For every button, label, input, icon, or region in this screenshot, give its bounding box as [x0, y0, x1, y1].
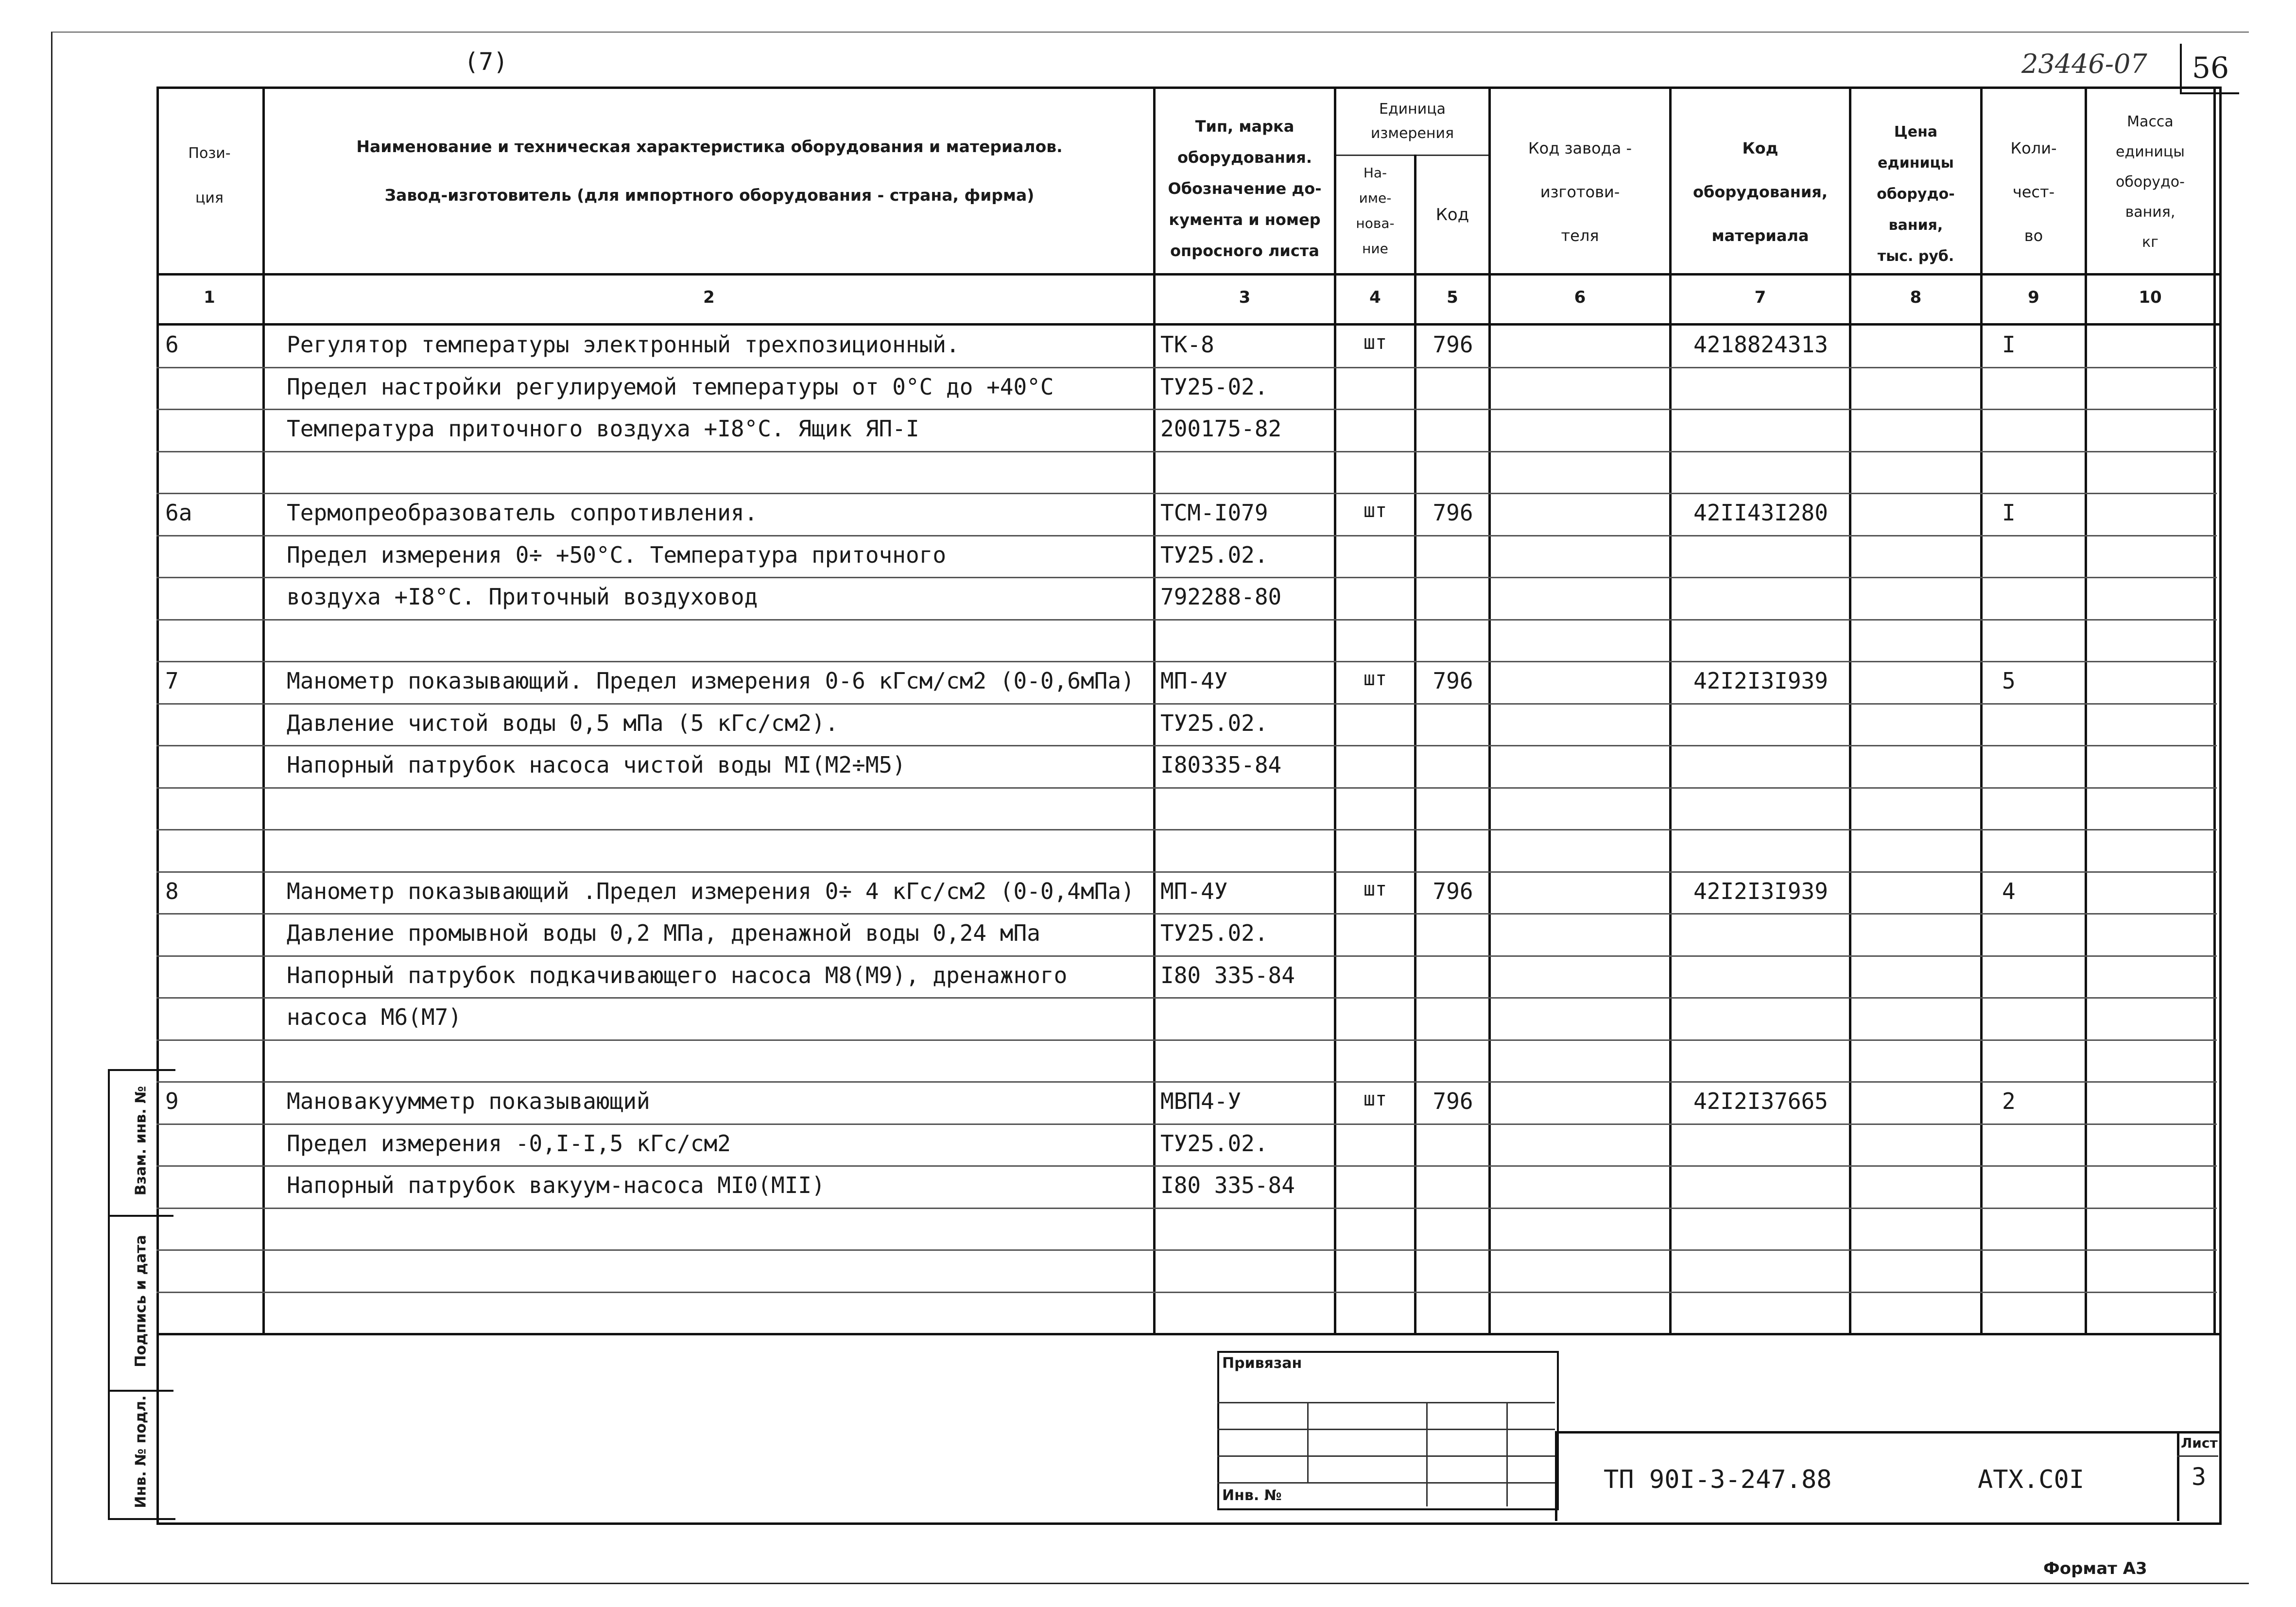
row-9-type: ТУ25.02.	[1160, 710, 1268, 736]
row-20-type: I80 335-84	[1160, 1172, 1295, 1198]
row-4-code: 796	[1433, 500, 1473, 526]
col-num-7: 7	[1754, 288, 1766, 307]
row-line	[156, 661, 2217, 662]
row-14-type: ТУ25.02.	[1160, 920, 1268, 946]
row-15-type: I80 335-84	[1160, 962, 1295, 988]
row-8-code: 796	[1433, 668, 1473, 694]
side-label-podpis: Подпись и дата	[132, 1235, 150, 1367]
side-label-inv-podl: Инв. № подл.	[132, 1395, 150, 1508]
row-line	[156, 535, 2217, 536]
header-position: Пози- ция	[188, 145, 231, 207]
row-20-name: Напорный патрубок вакуум-насоса МI0(МII)	[287, 1172, 825, 1198]
header-plant-code: Код завода - изготови- теля	[1528, 139, 1632, 245]
row-13-type: МП-4У	[1160, 878, 1228, 904]
row-0-code: 796	[1433, 331, 1473, 358]
row-line	[156, 1292, 2217, 1293]
row-line	[156, 577, 2217, 578]
list-number: 3	[2191, 1463, 2207, 1491]
row-line	[156, 451, 2217, 452]
row-line	[156, 913, 2217, 915]
row-line	[156, 1123, 2217, 1125]
row-10-name: Напорный патрубок насоса чистой воды МI(М2÷М5)	[287, 752, 906, 778]
row-18-code: 796	[1433, 1088, 1473, 1114]
row-6-name: воздуха +I8°С. Приточный воздуховод	[287, 584, 758, 610]
row-4-unit: шт	[1363, 500, 1387, 522]
row-0-qty: I	[2002, 331, 2016, 358]
privyazan-label: Привязан	[1222, 1355, 1302, 1372]
header-price: Цена единицы оборудо- вания, тыс. руб.	[1877, 123, 1955, 265]
row-0-equip-code: 4218824313	[1693, 331, 1828, 358]
row-8-unit: шт	[1363, 668, 1387, 690]
col-line-9	[2085, 86, 2087, 1333]
row-8-type: МП-4У	[1160, 668, 1228, 694]
row-line	[156, 1208, 2217, 1209]
row-1-name: Предел настройки регулируемой температуры от 0°С до +40°С	[287, 374, 1054, 400]
col-line-1	[262, 86, 265, 1333]
unit-group-line	[1334, 155, 1488, 156]
col-num-6: 6	[1574, 288, 1586, 307]
row-4-pos: 6а	[165, 500, 192, 526]
col-num-3: 3	[1239, 288, 1251, 307]
row-13-name: Манометр показывающий .Предел измерения 0÷ 4 кГс/см2 (0-0,4мПа)	[287, 878, 1135, 904]
header-unit-name: На- име- нова- ние	[1356, 165, 1395, 257]
row-13-qty: 4	[2002, 878, 2016, 904]
header-quantity: Коли- чест- во	[2010, 139, 2057, 245]
row-line	[156, 619, 2217, 621]
header-name-line1: Наименование и техническая характеристика оборудования и материалов.	[356, 137, 1063, 156]
row-8-qty: 5	[2002, 668, 2016, 694]
col-num-9: 9	[2028, 288, 2039, 307]
document-code: АТХ.С0I	[1978, 1465, 2085, 1494]
privyazan-vline-3	[1506, 1402, 1508, 1506]
header-unit-group: Единица измерения	[1370, 101, 1454, 142]
row-2-type: 200175-82	[1160, 415, 1282, 442]
col-num-8: 8	[1910, 288, 1922, 307]
header-name-line2: Завод-изготовитель (для импортного оборудования - страна, фирма)	[384, 186, 1035, 205]
header-unit-code: Код	[1435, 205, 1469, 225]
col-num-2: 2	[703, 288, 715, 307]
project-code: ТП 90I-3-247.88	[1604, 1465, 1832, 1494]
format-label: Формат А3	[2043, 1559, 2147, 1578]
row-14-name: Давление промывной воды 0,2 МПа, дренажной воды 0,24 мПа	[287, 920, 1040, 946]
row-0-unit: шт	[1363, 331, 1387, 354]
row-4-qty: I	[2002, 500, 2016, 526]
header-type: Тип, марка оборудования. Обозначение до- кумента и номер опросного листа	[1168, 117, 1322, 260]
row-4-type: ТСМ-I079	[1160, 500, 1268, 526]
row-18-equip-code: 42I2I37665	[1693, 1088, 1828, 1114]
row-0-name: Регулятор температуры электронный трехпозиционный.	[287, 331, 960, 358]
row-18-pos: 9	[165, 1088, 179, 1114]
list-block-divider	[2177, 1455, 2218, 1457]
row-0-type: ТК-8	[1160, 331, 1214, 358]
row-1-type: ТУ25-02.	[1160, 374, 1268, 400]
row-16-name: насоса М6(М7)	[287, 1004, 462, 1030]
row-18-type: МВП4-У	[1160, 1088, 1242, 1114]
row-line	[156, 1081, 2217, 1083]
col-line-7	[1849, 86, 1851, 1333]
privyazan-line-2	[1217, 1429, 1555, 1430]
row-6-type: 792288-80	[1160, 584, 1282, 610]
row-2-name: Температура приточного воздуха +I8°С. Ящик ЯП-I	[287, 415, 919, 442]
section-label: (7)	[464, 48, 508, 76]
row-18-unit: шт	[1363, 1088, 1387, 1110]
row-line	[156, 409, 2217, 410]
row-line	[156, 997, 2217, 999]
list-label: Лист	[2181, 1435, 2218, 1451]
row-15-name: Напорный патрубок подкачивающего насоса М8(М9), дренажного	[287, 962, 1068, 988]
row-18-name: Мановакуумметр показывающий	[287, 1088, 650, 1114]
row-line	[156, 1165, 2217, 1167]
privyazan-line-4	[1217, 1482, 1555, 1484]
document-number: 23446-07	[2021, 49, 2147, 79]
col-line-10	[2213, 86, 2216, 1333]
row-13-equip-code: 42I2I3I939	[1693, 878, 1828, 904]
row-line	[156, 871, 2217, 873]
col-num-1: 1	[204, 288, 215, 307]
row-0-pos: 6	[165, 331, 179, 358]
row-5-name: Предел измерения 0÷ +50°С. Температура приточного	[287, 542, 947, 568]
privyazan-vline-2	[1426, 1402, 1428, 1506]
stamp-top-line	[156, 1333, 2219, 1335]
privyazan-line-3	[1217, 1455, 1555, 1457]
row-9-name: Давление чистой воды 0,5 мПа (5 кГс/см2).	[287, 710, 839, 736]
title-block-top	[1555, 1431, 2219, 1434]
row-13-pos: 8	[165, 878, 179, 904]
col-line-8	[1980, 86, 1983, 1333]
column-number-line	[156, 323, 2219, 326]
inv-no-label: Инв. №	[1222, 1487, 1282, 1504]
privyazan-line-1	[1217, 1402, 1555, 1403]
col-line-3	[1334, 86, 1336, 1333]
row-5-type: ТУ25.02.	[1160, 542, 1268, 568]
privyazan-vline-1	[1307, 1402, 1309, 1482]
col-num-5: 5	[1447, 288, 1458, 307]
col-line-5	[1488, 86, 1491, 1333]
col-num-10: 10	[2139, 288, 2162, 307]
title-block-left	[1555, 1431, 1557, 1521]
row-19-name: Предел измерения -0,I-I,5 кГс/см2	[287, 1130, 731, 1157]
row-line	[156, 745, 2217, 746]
row-13-unit: шт	[1363, 878, 1387, 900]
row-18-qty: 2	[2002, 1088, 2016, 1114]
side-label-vzam: Взам. инв. №	[132, 1086, 150, 1196]
row-line	[156, 493, 2217, 494]
row-line	[156, 703, 2217, 705]
row-line	[156, 1249, 2217, 1251]
col-line-6	[1669, 86, 1672, 1333]
row-4-equip-code: 42II43I280	[1693, 500, 1828, 526]
row-line	[156, 955, 2217, 957]
header-mass: Масса единицы оборудо- вания, кг	[2116, 113, 2185, 251]
row-19-type: ТУ25.02.	[1160, 1130, 1268, 1157]
row-line	[156, 367, 2217, 368]
row-8-equip-code: 42I2I3I939	[1693, 668, 1828, 694]
page-number: 56	[2180, 44, 2239, 94]
row-line	[156, 787, 2217, 789]
col-line-2	[1153, 86, 1156, 1333]
row-line	[156, 1039, 2217, 1041]
row-8-pos: 7	[165, 668, 179, 694]
col-line-4	[1414, 155, 1416, 1333]
row-8-name: Манометр показывающий. Предел измерения 0-6 кГсм/см2 (0-0,6мПа)	[287, 668, 1135, 694]
row-4-name: Термопреобразователь сопротивления.	[287, 500, 758, 526]
row-13-code: 796	[1433, 878, 1473, 904]
header-bottom-line	[156, 273, 2219, 276]
row-line	[156, 829, 2217, 830]
header-equipment-code: Код оборудования, материала	[1693, 139, 1828, 245]
col-num-4: 4	[1369, 288, 1381, 307]
row-10-type: I80335-84	[1160, 752, 1282, 778]
